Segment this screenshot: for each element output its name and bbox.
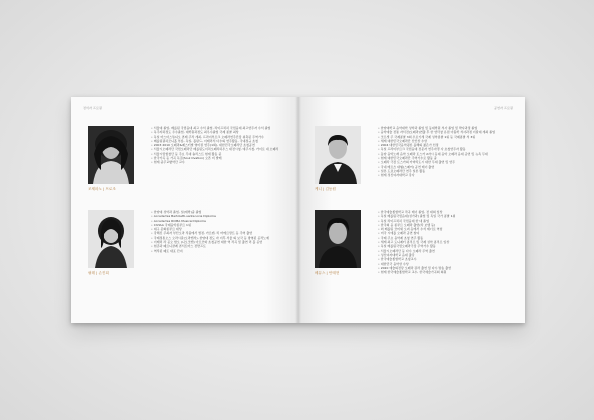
portrait-man-photo-2 [315,210,361,268]
bio-line: • 성신여자대학교 음대 출강 [378,253,455,257]
profile-bio [378,126,495,178]
brochure-spread [71,97,525,323]
bio-line: • 오페라 극장 토스카의 카바라도시 대한 무대 출연 및 연주 [378,160,495,164]
bio-line: • 국제정통오스 오라시갈(오라엔서), 한양대 정도 자 이후 서울 의 보국 등 방영된 공작노예 [151,236,269,240]
bio-line: • 외 베를린 코미셰 오퍼 등에서 수석 테너로 역임 [378,227,455,231]
bio-line: • 현존과 페르니클레 콘서트마스 전반프토 [151,244,269,248]
bio-line: • 국제 주요 음악제 초청 연주 활동 [378,236,455,240]
profile-name: 베뮤스 | 안태현 [315,271,340,275]
bio-line: • Accademia ROMA Musical Diploma [151,219,269,223]
portrait-man-photo [315,126,361,184]
bio-line: • 일본 도쿄오페라단 연주 일본 활동 [378,169,495,173]
bio-line: • 서울시오페라단 등 다수 오페라 주역 출연 [378,249,455,253]
left-page [71,97,298,323]
bio-line: • 현재 성신여자대학교 강사 [378,173,495,177]
profile-bio [378,210,455,274]
bio-line: • 세계 대한민국오페라단 신인상 수상 [378,139,495,143]
profile-name: 필레 | 손진희 [88,271,109,275]
profile-name: 조제파노 | 프로조 [88,187,116,191]
bio-line: • 현재 대한민국오페라단 주역가수로 활동 중 [378,156,495,160]
profile-bio [151,126,278,165]
bio-line: • 독일 라이프치히 국립음대 한 대 졸업 [378,219,455,223]
bio-line: • 한양대 성악과 졸업, 일(재학)중 졸업 [151,210,269,214]
right-page [298,97,525,323]
bio-line: • 서울시립합창단 등 주요 무대 솔리스트 현재 활동 중 [151,152,278,156]
bio-line: • 세계 최고 도니제티 콩쿠르 및 국제 성악 콩쿠르 입상 [378,240,455,244]
bio-line: • 한국가곡 등 가곡 독집(Soul Ovation) 오픈 비 발매 [151,156,278,160]
bio-line: • 독일 마스터스튜디오 콘테 주작 개최, 프라이부르크 오페라연주단장 위촉된 주역가수 [151,135,278,139]
bio-line: • 강해진 주최자 부산오라 작품에서 썸정, 카르멘, 리 마에르캉트 등 주역 출연 [151,231,269,235]
bio-line: • 독일 베를린국립오페라극장 주역가수 활동 [378,244,455,248]
bio-line: • 독주자과정도 우수졸업, 대학원과정도 최우수졸업 국제 콩쿨 최상 [151,130,278,134]
bio-line: • 이태리 라 공오 합오 (니오코엔) 아르코와 초청공연 대한 역 작곡 및 출연 리 홀 공연 [151,240,269,244]
bio-line: • CIVIAA 국제음악콩쿠르 1위 [151,223,269,227]
bio-line: • 미국 시애틀 오페라 공연 참여 [378,231,455,235]
bio-line: • 대한민국 음악상 수상 [378,262,455,266]
bio-line: • 독일 베를린국립음대(성가과) 졸업 및 독일 국가 콩쿨 1위 [378,214,455,218]
right-page-header: 공연자 프로필 [493,106,513,110]
bio-line: • 한국예술종합학교 작곡 테너 졸업, 전 대회 입상 [378,210,455,214]
page-gutter [295,97,301,323]
bio-line: • 현재 중주교향악단 교수 [151,160,278,164]
bio-line: • 한양대학교 음악대학 성악과 졸업 및 동대학원 석사 졸업 및 박사과정 졸업 [378,126,495,130]
bio-line: • 베를린필하모니홀 부름, 독일, 폴란드, 이태리서 다수의 연주활동, 국내정규 초청 [151,139,278,143]
bio-line: • 서울대 졸업, 베를린 국립음대 최고 수석 졸업, 라이프치히 국립음대 최고연주자 수석 졸업 [151,126,278,130]
left-page-header: 전석자 프로필 [83,106,103,110]
bio-line: • Accademia Bartoletti-santa Licia Diploma [151,214,269,218]
bio-line: • 한국의 음 콩쿠르 오페라 출연(라 보엠 등) [378,223,455,227]
bio-line: • 코르셋 주 국제콩쿨 3회 우로기세 국제 성악콩쿨 1위 등 국제콩쿨 석 3위 [378,135,495,139]
bio-line: • 현재 한국예술종합학교 교수, 한국예술가곡회 회원 [378,270,455,274]
bio-line: • 독일 프라이부르크 국립음대 전문자 연주자경 사 초청연주자 활동 [378,147,495,151]
profile-bio [151,210,269,253]
bio-line: • 2003 2010 오페라&페스티벌 영미권 연주(1회), 대한민국오페라단 초청공연 [151,143,278,147]
profile-name: 케니 | 김동원 [315,187,336,191]
bio-line: • 2020 예술의전당 오페라 갈라 출연 및 다수 방송 출연 [378,266,455,270]
portrait-woman-photo-2 [88,210,134,268]
bio-line: • 한국예술종합학교 초빙교수 [378,257,455,261]
portrait-woman-photo [88,126,134,184]
bio-line: • 서울시오페라단 국립오페라단 베를린도이치오페라하우스 대전시청, 예주시청, 카이로 내 오페라 [151,147,278,151]
bio-line: • 2004 대한민국음악평론 올해의 젊은가 선정 [378,143,495,147]
bio-line: • 대구 문화콩쿠르 대상 [151,227,269,231]
bio-line: • 동양 음악노래 음악 오페라 토스카 2자시 등대 음악 오페라 음대 공연 및 뉴욕 무대 [378,152,495,156]
bio-line: • 음악예술 전통 자서전(오페라)연출 후 한 연락창 유럽 아홉학 석사과정 이탈대 개최 졸업 [378,130,495,134]
bio-line: • 국내 메르츠 대형(스페어) 공연 테너 출연 [378,165,495,169]
bio-line: • 역작된 페토 대표 단지 [151,249,269,253]
